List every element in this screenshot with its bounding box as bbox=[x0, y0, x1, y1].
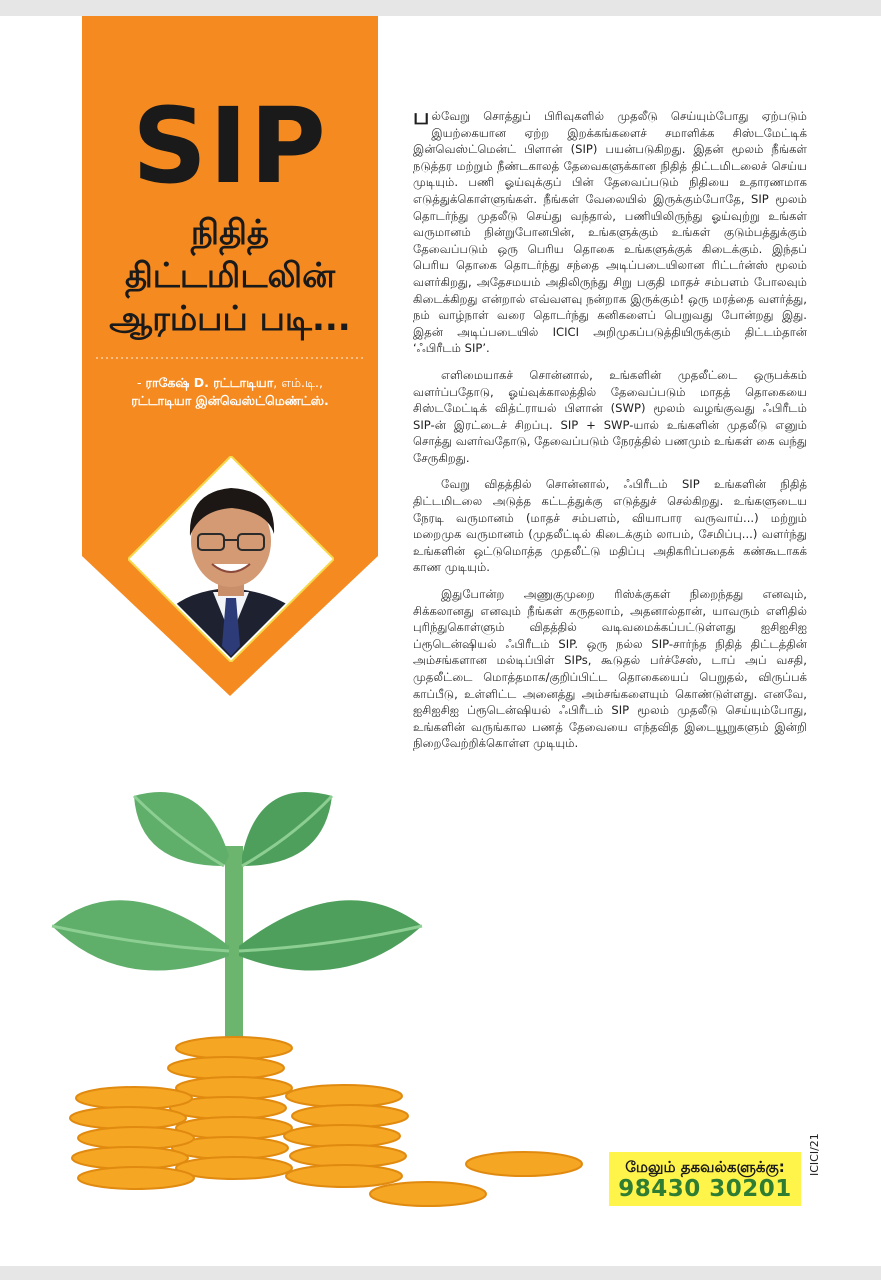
author-byline bbox=[82, 374, 378, 410]
headline-subtitle-line: ஆரம்பப் படி... bbox=[109, 299, 351, 339]
article-paragraph: எளிமையாகச் சொன்னால், உங்களின் முதலீட்டை ஒருபக்கம் வளர்ப்பதோடு, ஓய்வுக்காலத்தில் தேவைப்படும் மாதத் தொகையை சிஸ்டமேட்டிக் வித்ட்ராயல் பிளான் (SWP) மூலம் வழங்குவது ஃபிரீடம் SIP-ன் இரட்டைச் சிறப்பு. SIP + SWP-யால் உங்களின் முதலீடு எனும் சொத்து வளர்வதோடு, தேவைப்படும் நேரத்தில் பணமும் உங்கள் கை வந்து சேருகிறது. bbox=[413, 367, 807, 465]
footer-code: ICICI/21 bbox=[808, 1133, 821, 1176]
leaf-bottom-right bbox=[239, 900, 422, 970]
dropcap-letter: ப bbox=[413, 105, 430, 130]
author-portrait bbox=[128, 456, 334, 662]
article-paragraph: இதுபோன்ற அணுகுமுறை ரிஸ்க்குகள் நிறைந்தது எனவும், சிக்கலானது எனவும் நீங்கள் கருதலாம், அதனால்தான், யாவரும் எளிதில் புரிந்துகொள்ளும் விதத்தில் வடிவமைக்கப்பட்டுள்ளது ஐசிஐசிஐ ப்ரூடென்ஷியல் ஃபிரீடம் SIP. ஒரு நல்ல SIP-சார்ந்த நிதித் திட்டத்தின் அம்சங்களான மல்டிப்பிள் SIPs, கூடுதல் பர்ச்சேஸ், டாப் அப் வசதி, முதலீட்டை மொத்தமாக/குறிப்பிட்ட தொகையைப் பெறுதல், விருப்பக் காப்பீடு, உள்ளிட்ட அனைத்து அம்சங்களையும் கொண்டுள்ளது. எனவே, ஐசிஐசிஐ ப்ரூடென்ஷியல் ஃபிரீடம் SIP மூலம் முதலீடு செய்யும்போது, உங்களின் வருங்கால பணத் தேவையை எந்தவித இடையூறுகளும் இன்றி நிறைவேற்றிக்கொள்ள முடியும். bbox=[413, 587, 807, 751]
plant-coins-illustration bbox=[44, 756, 604, 1216]
headline-subtitle-line: திட்டமிடலின் bbox=[124, 256, 336, 296]
headline-title: SIP bbox=[132, 85, 328, 207]
author-company: ரட்டாடியா இன்வெஸ்ட்மெண்ட்ஸ். bbox=[131, 393, 329, 408]
contact-label: மேலும் தகவல்களுக்கு: bbox=[625, 1158, 785, 1176]
author-qualification: , எம்.டி., bbox=[273, 375, 323, 390]
leaf-bottom-left bbox=[52, 900, 229, 970]
contact-phone: 98430 30201 bbox=[618, 1176, 792, 1202]
leaf-top-left bbox=[134, 792, 229, 866]
article-body bbox=[413, 105, 807, 762]
byline-prefix: - bbox=[137, 375, 146, 390]
magazine-page bbox=[0, 16, 881, 1266]
headline-subtitle bbox=[82, 212, 378, 341]
leaf-top-right bbox=[242, 792, 332, 866]
headline-subtitle-line: நிதித் bbox=[190, 213, 270, 253]
article-paragraph bbox=[413, 105, 807, 357]
contact-box bbox=[609, 1152, 801, 1206]
article-paragraph: வேறு விதத்தில் சொன்னால், ஃபிரீடம் SIP உங்களின் நிதித் திட்டமிடலை அடுத்த கட்டத்துக்கு எடுத்துச் செல்கிறது. உங்களுடைய நேரடி வருமானம் (மாதச் சம்பளம், வியாபார வருவாய்...) மற்றும் மறைமுக வருமானம் (முதலீட்டில் கிடைக்கும் லாபம், சேமிப்பு...) வளர்ந்து உங்களின் ஒட்டுமொத்த முதலீட்டு மதிப்பு அதிகரிப்பதைக் கண்கூடாகக் காண முடியும். bbox=[413, 477, 807, 575]
author-name: ராகேஷ் D. ரட்டாடியா bbox=[145, 375, 274, 390]
paragraph-text: ல்வேறு சொத்துப் பிரிவுகளில் முதலீடு செய்யும்போது ஏற்படும் இயற்கையான ஏற்ற இறக்கங்களைச் சமாளிக்க சிஸ்டமேட்டிக் இன்வெஸ்ட்மென்ட் பிளான் (SIP) பயன்படுகிறது. இதன் மூலம் நீங்கள் நடுத்தர மற்றும் நீண்டகாலத் தேவைகளுக்கான நிதித் திட்டமிடலைச் செய்ய முடியும். பணி ஓய்வுக்குப் பின் தேவைப்படும் நிதியை உதாரணமாக எடுத்துக்கொள்ளுங்கள். நீங்கள் வேலையில் இருக்கும்போதே, SIP மூலம் தொடர்ந்து முதலீடு செய்து வந்தால், பணியிலிருந்து ஓய்வுற்று உங்கள் வருமானம் நின்றுபோனபின், உங்களுக்கும் உங்கள் குடும்பத்துக்கும் தேவைப்படும் ஒரு பெரிய தொகை உங்களுக்குக் கிடைக்கும். இந்தப் பெரிய தொகை தொடர்ந்து சந்தை அடிப்படையிலான ரிட்டர்ன்ஸ் மூலம் வளர்கிறது, அதேசமயம் அதிலிருந்து சிறு பகுதி மாதச் சம்பளம் போலவும் கிடைக்கிறது என்றால் எவ்வளவு நன்றாக இருக்கும்! ஒரு மரத்தை வளர்த்து, நம் வாழ்நாள் வரை தொடர்ந்து கனிகளைப் பெறுவது போன்றது இது. இதன் அடிப்படையில் ICICI அறிமுகப்படுத்தியிருக்கும் திட்டம்தான் ‘ஃபிரீடம் SIP’. bbox=[413, 109, 807, 356]
